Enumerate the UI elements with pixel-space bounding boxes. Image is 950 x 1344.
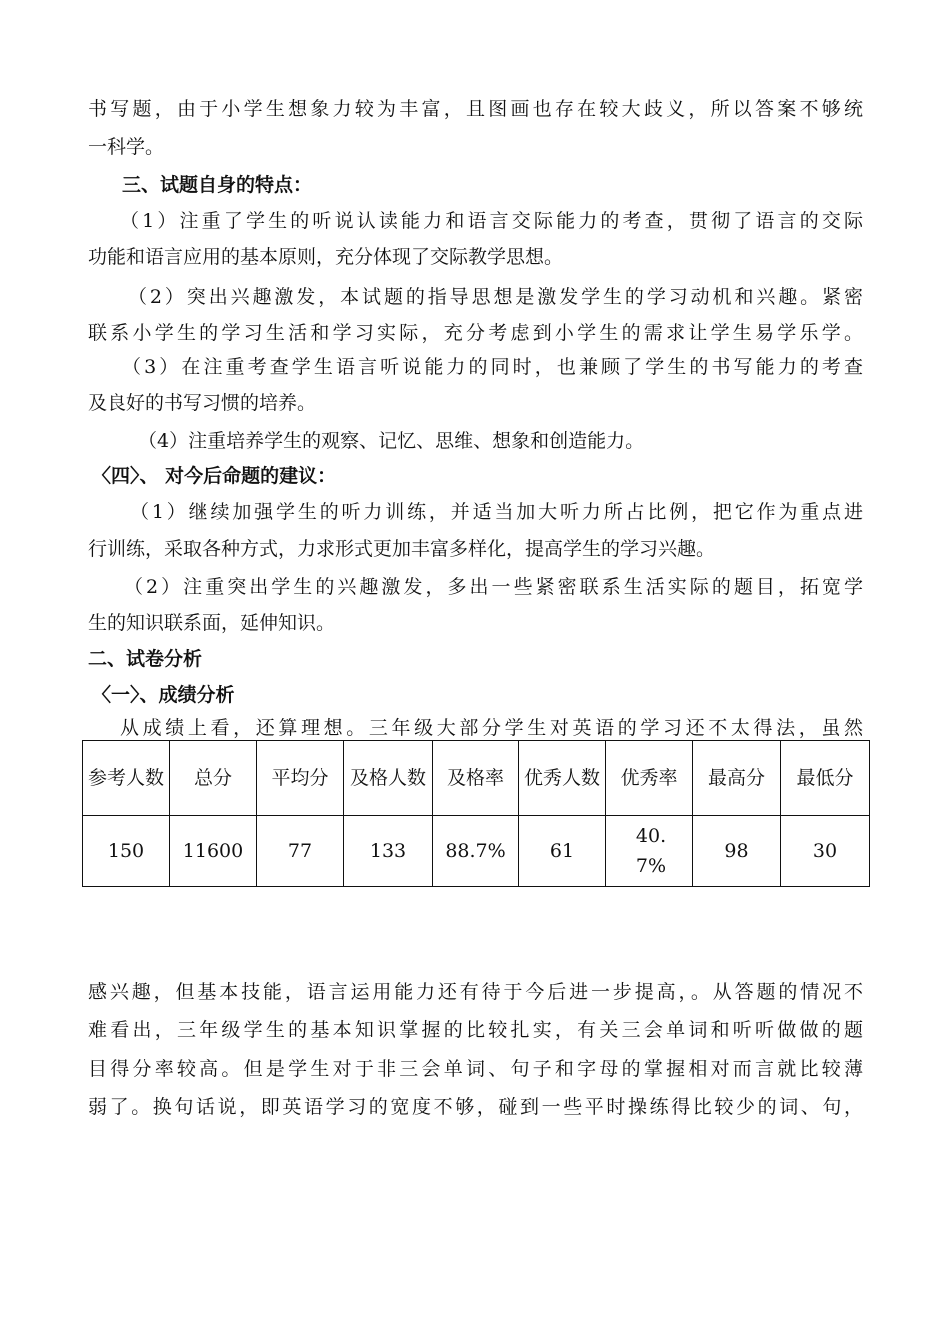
table-header-cell: 参考人数 — [83, 741, 170, 816]
table-cell: 98 — [693, 816, 781, 887]
table-cell: 11600 — [170, 816, 257, 887]
paragraph-line: （4）注重培养学生的观察、记忆、思维、想象和创造能力。 — [138, 430, 645, 452]
paragraph-line: 联系小学生的学习生活和学习实际，充分考虑到小学生的需求让学生易学乐学。 — [88, 322, 863, 344]
paragraph-line: 功能和语言应用的基本原则，充分体现了交际教学思想。 — [88, 246, 564, 268]
table-header-cell: 最高分 — [693, 741, 781, 816]
section-heading: 三、试题自身的特点： — [122, 174, 313, 196]
paragraph-line: （2）突出兴趣激发，本试题的指导思想是激发学生的学习动机和兴趣。紧密 — [128, 286, 863, 308]
table-cell: 133 — [344, 816, 433, 887]
paragraph-line: 生的知识联系面，延伸知识。 — [88, 612, 336, 634]
paragraph-line: 弱了。换句话说，即英语学习的宽度不够，碰到一些平时操练得比较少的词、句， — [88, 1096, 863, 1118]
table-cell: 61 — [519, 816, 606, 887]
table-header-cell: 及格人数 — [344, 741, 433, 816]
table-header-cell: 总分 — [170, 741, 257, 816]
table-header-cell: 及格率 — [433, 741, 519, 816]
table-cell: 150 — [83, 816, 170, 887]
table-cell: 30 — [781, 816, 870, 887]
paragraph-line: （3）在注重考查学生语言听说能力的同时，也兼顾了学生的书写能力的考查 — [122, 356, 863, 378]
paragraph-line: 行训练，采取各种方式，力求形式更加丰富多样化，提高学生的学习兴趣。 — [88, 538, 716, 560]
table-header-cell: 最低分 — [781, 741, 870, 816]
table-cell: 40.7% — [606, 816, 693, 887]
paragraph-line: 感兴趣，但基本技能，语言运用能力还有待于今后进一步提高，。从答题的情况不 — [88, 981, 863, 1003]
paragraph-line: （1）继续加强学生的听力训练，并适当加大听力所占比例，把它作为重点进 — [130, 501, 863, 523]
paragraph-line: 及良好的书写习惯的培养。 — [88, 392, 317, 414]
paragraph-line: （2）注重突出学生的兴趣激发，多出一些紧密联系生活实际的题目，拓宽学 — [124, 576, 863, 598]
table-header-cell: 平均分 — [257, 741, 344, 816]
table-cell: 77 — [257, 816, 344, 887]
table-cell: 88.7% — [433, 816, 519, 887]
table-header-cell: 优秀人数 — [519, 741, 606, 816]
paragraph-line: 目得分率较高。但是学生对于非三会单词、句子和字母的掌握相对而言就比较薄 — [88, 1058, 863, 1080]
table-header-cell: 优秀率 — [606, 741, 693, 816]
section-heading: 二、试卷分析 — [88, 648, 203, 670]
paragraph-line: 书写题，由于小学生想象力较为丰富，且图画也存在较大歧义，所以答案不够统 — [88, 98, 863, 120]
table-row — [83, 816, 870, 887]
table-header-row — [83, 741, 870, 816]
section-heading: 〈一〉、成绩分析 — [92, 684, 235, 706]
paragraph-line: 难看出，三年级学生的基本知识掌握的比较扎实，有关三会单词和听听做做的题 — [88, 1019, 863, 1041]
score-table — [82, 740, 870, 887]
paragraph-line: 一科学。 — [88, 136, 165, 158]
paragraph-line: （1）注重了学生的听说认读能力和语言交际能力的考查，贯彻了语言的交际 — [120, 210, 863, 232]
section-heading: 〈四〉、 对今后命题的建议： — [92, 465, 337, 487]
paragraph-line: 从成绩上看，还算理想。三年级大部分学生对英语的学习还不太得法，虽然 — [120, 717, 863, 739]
